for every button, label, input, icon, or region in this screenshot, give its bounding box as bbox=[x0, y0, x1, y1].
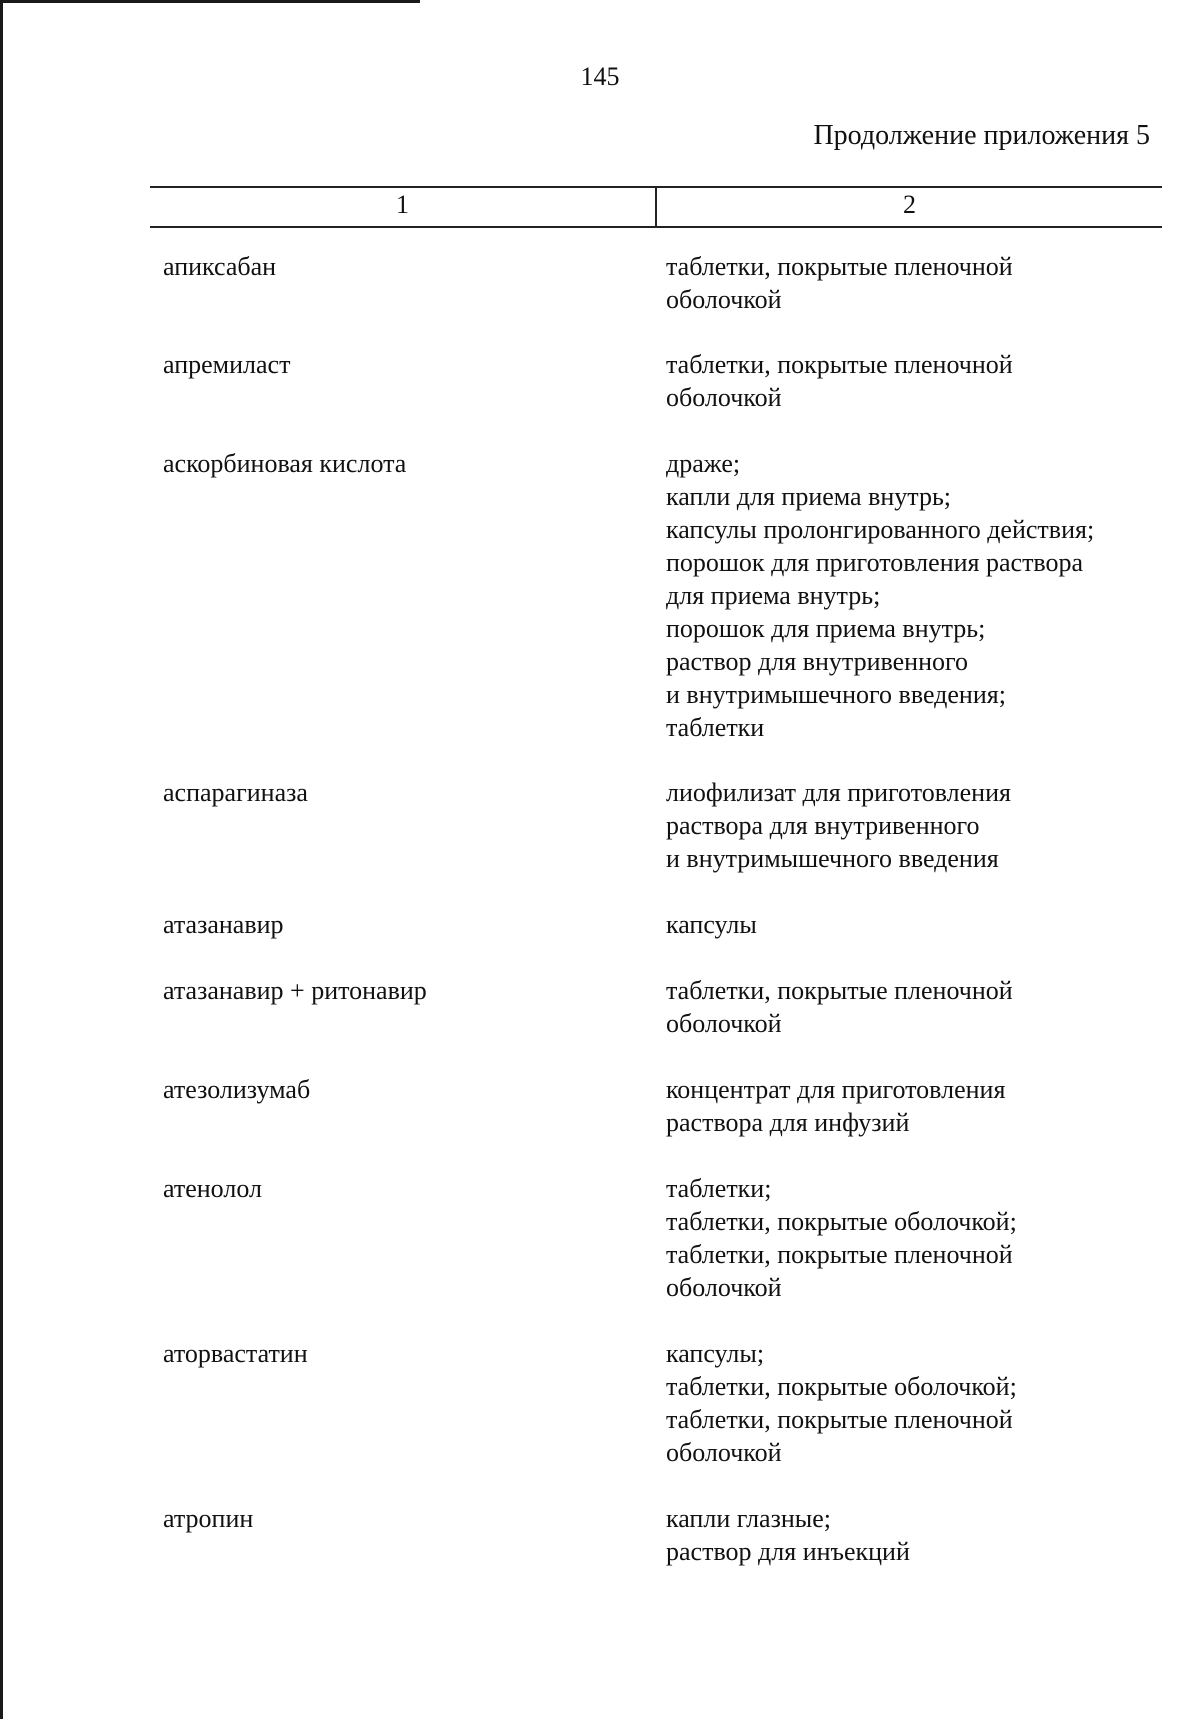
drug-form-line: раствор для инъекций bbox=[666, 1537, 910, 1566]
drug-form-line: капли для приема внутрь; bbox=[666, 482, 952, 511]
drug-name: атазанавир bbox=[163, 910, 284, 939]
drug-name: апиксабан bbox=[163, 252, 277, 281]
drug-form-line: оболочкой bbox=[666, 1438, 782, 1467]
drug-form-line: порошок для приема внутрь; bbox=[666, 614, 986, 643]
drug-name: аскорбиновая кислота bbox=[163, 449, 407, 478]
drug-form-line: раствор для внутривенного bbox=[666, 647, 968, 676]
drug-forms bbox=[666, 908, 757, 941]
drug-name: апремиласт bbox=[163, 350, 291, 379]
column-header-2: 2 bbox=[903, 190, 916, 219]
drug-forms bbox=[666, 1337, 1017, 1469]
drug-name: атропин bbox=[163, 1504, 254, 1533]
drug-form-line: таблетки bbox=[666, 713, 765, 742]
drug-form-line: оболочкой bbox=[666, 1273, 782, 1302]
scan-edge-left bbox=[0, 0, 3, 1719]
drug-form-line: и внутримышечного введения; bbox=[666, 680, 1006, 709]
drug-form-line: порошок для приготовления раствора bbox=[666, 548, 1084, 577]
drug-form-line: капсулы пролонгированного действия; bbox=[666, 515, 1095, 544]
drug-form-line: для приема внутрь; bbox=[666, 581, 881, 610]
drug-forms bbox=[666, 447, 1094, 744]
drug-form-line: оболочкой bbox=[666, 1009, 782, 1038]
drug-name: атезолизумаб bbox=[163, 1075, 311, 1104]
drug-form-line: раствора для инфузий bbox=[666, 1108, 910, 1137]
drug-form-line: таблетки, покрытые пленочной bbox=[666, 1405, 1013, 1434]
drug-name: аторвастатин bbox=[163, 1339, 308, 1368]
drug-form-line: оболочкой bbox=[666, 383, 782, 412]
drug-forms bbox=[666, 250, 1013, 316]
column-header-1: 1 bbox=[396, 190, 409, 219]
drug-forms bbox=[666, 348, 1013, 414]
drug-forms bbox=[666, 1073, 1005, 1139]
drug-form-line: таблетки, покрытые оболочкой; bbox=[666, 1207, 1017, 1236]
drug-name: атазанавир + ритонавир bbox=[163, 976, 427, 1005]
drug-form-line: и внутримышечного введения bbox=[666, 844, 999, 873]
drug-form-line: таблетки, покрытые пленочной bbox=[666, 252, 1013, 281]
drug-form-line: таблетки, покрытые пленочной bbox=[666, 1240, 1013, 1269]
table-header bbox=[150, 186, 1162, 228]
drug-form-line: таблетки, покрытые пленочной bbox=[666, 350, 1013, 379]
drug-form-line: концентрат для приготовления bbox=[666, 1075, 1006, 1104]
drug-name: аспарагиназа bbox=[163, 778, 308, 807]
drug-forms bbox=[666, 776, 1011, 875]
drug-forms bbox=[666, 1172, 1017, 1304]
drug-form-line: капли глазные; bbox=[666, 1504, 832, 1533]
drug-form-line: капсулы bbox=[666, 910, 757, 939]
drug-form-line: драже; bbox=[666, 449, 741, 478]
appendix-title: Продолжение приложения 5 bbox=[813, 120, 1150, 151]
drug-form-line: таблетки, покрытые пленочной bbox=[666, 976, 1013, 1005]
drug-form-line: лиофилизат для приготовления bbox=[666, 778, 1011, 807]
drug-form-line: таблетки, покрытые оболочкой; bbox=[666, 1372, 1017, 1401]
drug-form-line: оболочкой bbox=[666, 285, 782, 314]
drug-form-line: капсулы; bbox=[666, 1339, 765, 1368]
drug-form-line: раствора для внутривенного bbox=[666, 811, 980, 840]
scan-edge-top bbox=[0, 0, 420, 3]
drug-forms bbox=[666, 1502, 910, 1568]
drug-name: атенолол bbox=[163, 1174, 262, 1203]
drug-forms bbox=[666, 974, 1013, 1040]
drug-form-line: таблетки; bbox=[666, 1174, 772, 1203]
page-number: 145 bbox=[580, 62, 620, 91]
